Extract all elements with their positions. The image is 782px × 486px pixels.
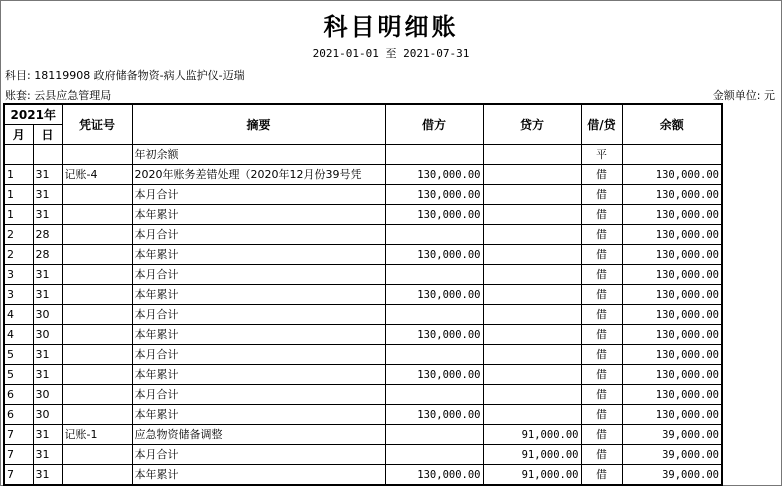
day-cell — [33, 145, 62, 165]
day-cell: 31 — [33, 465, 62, 486]
day-cell: 28 — [33, 245, 62, 265]
summary-cell: 2020年账务差错处理（2020年12月份39号凭 — [132, 165, 385, 185]
month-cell: 7 — [4, 445, 33, 465]
day-cell: 31 — [33, 345, 62, 365]
table-row — [4, 245, 722, 265]
voucher-cell — [62, 365, 132, 385]
summary-cell: 本月合计 — [132, 305, 385, 325]
balance-cell: 39,000.00 — [622, 465, 722, 486]
balance-cell: 130,000.00 — [622, 205, 722, 225]
voucher-cell — [62, 385, 132, 405]
direction-cell: 借 — [581, 325, 622, 345]
direction-cell: 借 — [581, 385, 622, 405]
voucher-cell — [62, 265, 132, 285]
balance-cell: 130,000.00 — [622, 385, 722, 405]
currency-unit: 金额单位: 元 — [712, 89, 775, 102]
debit-cell: 130,000.00 — [385, 185, 483, 205]
balance-cell: 130,000.00 — [622, 285, 722, 305]
month-cell: 1 — [4, 205, 33, 225]
debit-cell — [385, 305, 483, 325]
month-cell: 3 — [4, 285, 33, 305]
voucher-cell — [62, 325, 132, 345]
credit-cell — [483, 325, 581, 345]
summary-cell: 本月合计 — [132, 185, 385, 205]
voucher-cell — [62, 465, 132, 486]
credit-cell — [483, 305, 581, 325]
voucher-cell — [62, 305, 132, 325]
ledger-body — [4, 145, 722, 486]
summary-cell: 本年累计 — [132, 365, 385, 385]
balance-cell: 39,000.00 — [622, 425, 722, 445]
summary-cell: 本年累计 — [132, 285, 385, 305]
month-cell: 4 — [4, 305, 33, 325]
table-row — [4, 465, 722, 486]
direction-cell: 借 — [581, 305, 622, 325]
subject-line: 科目: 18119908 政府储备物资-病人监护仪-迈瑞 — [5, 69, 245, 82]
debit-cell: 130,000.00 — [385, 405, 483, 425]
balance-cell: 130,000.00 — [622, 365, 722, 385]
balance-cell: 130,000.00 — [622, 245, 722, 265]
debit-cell — [385, 145, 483, 165]
balance-cell: 130,000.00 — [622, 225, 722, 245]
balance-cell: 130,000.00 — [622, 305, 722, 325]
summary-cell: 本年累计 — [132, 465, 385, 486]
table-row — [4, 145, 722, 165]
direction-cell: 平 — [581, 145, 622, 165]
day-cell: 31 — [33, 205, 62, 225]
month-cell: 5 — [4, 345, 33, 365]
credit-cell — [483, 385, 581, 405]
credit-cell: 91,000.00 — [483, 465, 581, 486]
debit-cell — [385, 425, 483, 445]
credit-cell — [483, 405, 581, 425]
day-cell: 31 — [33, 445, 62, 465]
month-cell: 5 — [4, 365, 33, 385]
direction-cell: 借 — [581, 265, 622, 285]
debit-cell: 130,000.00 — [385, 285, 483, 305]
ledger-table — [3, 103, 723, 486]
year-header: 2021年 — [4, 104, 62, 125]
table-row — [4, 205, 722, 225]
voucher-cell — [62, 445, 132, 465]
debit-cell: 130,000.00 — [385, 325, 483, 345]
debit-cell: 130,000.00 — [385, 165, 483, 185]
day-cell: 31 — [33, 425, 62, 445]
direction-cell: 借 — [581, 285, 622, 305]
voucher-cell — [62, 285, 132, 305]
debit-cell: 130,000.00 — [385, 245, 483, 265]
debit-cell: 130,000.00 — [385, 465, 483, 486]
month-cell: 6 — [4, 385, 33, 405]
table-row — [4, 365, 722, 385]
voucher-cell — [62, 145, 132, 165]
account-book-line: 账套: 云县应急管理局 — [5, 89, 112, 102]
voucher-cell — [62, 185, 132, 205]
voucher-cell — [62, 225, 132, 245]
debit-cell — [385, 265, 483, 285]
credit-cell: 91,000.00 — [483, 445, 581, 465]
summary-cell: 年初余额 — [132, 145, 385, 165]
debit-cell: 130,000.00 — [385, 205, 483, 225]
summary-cell: 本年累计 — [132, 205, 385, 225]
table-row — [4, 225, 722, 245]
balance-cell: 130,000.00 — [622, 185, 722, 205]
direction-cell: 借 — [581, 245, 622, 265]
balance-header: 余额 — [622, 104, 722, 145]
balance-cell: 39,000.00 — [622, 445, 722, 465]
direction-cell: 借 — [581, 365, 622, 385]
summary-header: 摘要 — [132, 104, 385, 145]
credit-cell: 91,000.00 — [483, 425, 581, 445]
direction-cell: 借 — [581, 345, 622, 365]
balance-cell: 130,000.00 — [622, 325, 722, 345]
day-cell: 30 — [33, 405, 62, 425]
voucher-cell — [62, 245, 132, 265]
table-row — [4, 445, 722, 465]
month-cell: 2 — [4, 225, 33, 245]
table-row — [4, 265, 722, 285]
table-row — [4, 345, 722, 365]
voucher-cell — [62, 205, 132, 225]
summary-cell: 本月合计 — [132, 225, 385, 245]
day-cell: 30 — [33, 305, 62, 325]
day-cell: 31 — [33, 165, 62, 185]
date-range: 2021-01-01 至 2021-07-31 — [312, 47, 470, 60]
direction-cell: 借 — [581, 425, 622, 445]
voucher-cell — [62, 345, 132, 365]
credit-cell — [483, 185, 581, 205]
balance-cell: 130,000.00 — [622, 265, 722, 285]
direction-cell: 借 — [581, 465, 622, 486]
table-row — [4, 285, 722, 305]
day-cell: 31 — [33, 265, 62, 285]
summary-cell: 本年累计 — [132, 245, 385, 265]
balance-cell — [622, 145, 722, 165]
month-cell: 7 — [4, 425, 33, 445]
balance-cell: 130,000.00 — [622, 165, 722, 185]
balance-cell: 130,000.00 — [622, 345, 722, 365]
table-row — [4, 425, 722, 445]
credit-header: 贷方 — [483, 104, 581, 145]
month-header: 月 — [4, 125, 33, 145]
credit-cell — [483, 165, 581, 185]
debit-cell: 130,000.00 — [385, 365, 483, 385]
month-cell: 4 — [4, 325, 33, 345]
day-cell: 31 — [33, 285, 62, 305]
credit-cell — [483, 265, 581, 285]
direction-cell: 借 — [581, 205, 622, 225]
credit-cell — [483, 245, 581, 265]
table-row — [4, 305, 722, 325]
month-cell: 3 — [4, 265, 33, 285]
debit-cell — [385, 225, 483, 245]
credit-cell — [483, 285, 581, 305]
summary-cell: 本月合计 — [132, 385, 385, 405]
day-cell: 30 — [33, 385, 62, 405]
direction-cell: 借 — [581, 405, 622, 425]
table-row — [4, 185, 722, 205]
direction-cell: 借 — [581, 185, 622, 205]
day-cell: 28 — [33, 225, 62, 245]
credit-cell — [483, 345, 581, 365]
voucher-cell: 记账-4 — [62, 165, 132, 185]
month-cell: 1 — [4, 165, 33, 185]
table-row — [4, 385, 722, 405]
credit-cell — [483, 205, 581, 225]
day-cell: 30 — [33, 325, 62, 345]
table-row — [4, 165, 722, 185]
month-cell: 7 — [4, 465, 33, 486]
month-cell: 1 — [4, 185, 33, 205]
direction-cell: 借 — [581, 165, 622, 185]
day-cell: 31 — [33, 365, 62, 385]
table-row — [4, 405, 722, 425]
summary-cell: 本月合计 — [132, 265, 385, 285]
summary-cell: 本年累计 — [132, 325, 385, 345]
credit-cell — [483, 365, 581, 385]
table-row — [4, 325, 722, 345]
direction-cell: 借 — [581, 445, 622, 465]
day-header: 日 — [33, 125, 62, 145]
direction-cell: 借 — [581, 225, 622, 245]
credit-cell — [483, 225, 581, 245]
balance-cell: 130,000.00 — [622, 405, 722, 425]
debit-cell — [385, 385, 483, 405]
direction-header: 借/贷 — [581, 104, 622, 145]
month-cell: 6 — [4, 405, 33, 425]
day-cell: 31 — [33, 185, 62, 205]
debit-header: 借方 — [385, 104, 483, 145]
voucher-cell — [62, 405, 132, 425]
debit-cell — [385, 345, 483, 365]
summary-cell: 本月合计 — [132, 445, 385, 465]
summary-cell: 应急物资储备调整 — [132, 425, 385, 445]
ledger-title: 科目明细账 — [323, 12, 459, 41]
voucher-cell: 记账-1 — [62, 425, 132, 445]
voucher-header: 凭证号 — [62, 104, 132, 145]
credit-cell — [483, 145, 581, 165]
summary-cell: 本年累计 — [132, 405, 385, 425]
month-cell — [4, 145, 33, 165]
debit-cell — [385, 445, 483, 465]
summary-cell: 本月合计 — [132, 345, 385, 365]
month-cell: 2 — [4, 245, 33, 265]
